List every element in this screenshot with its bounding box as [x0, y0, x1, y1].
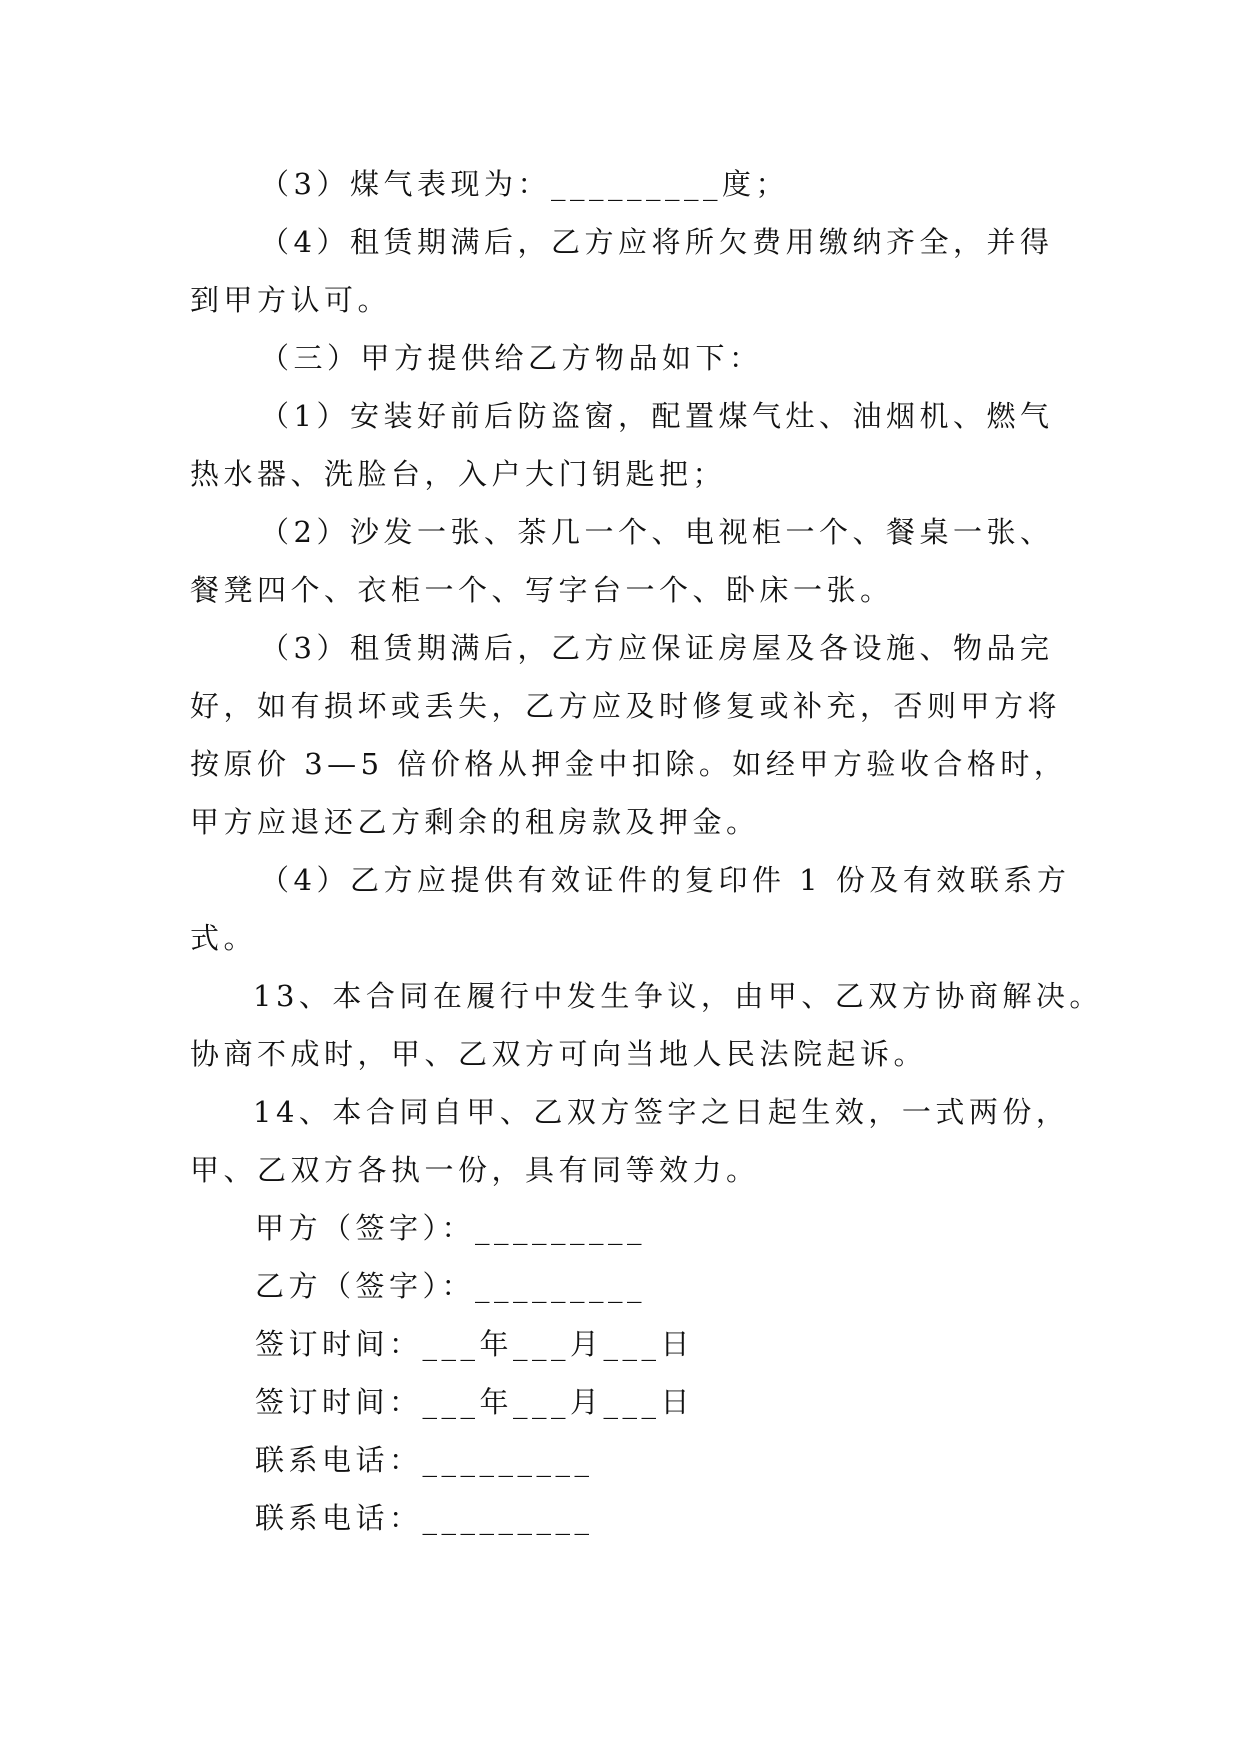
contact-phone-a: 联系电话：_________ — [255, 1443, 594, 1477]
clause-3-gas-meter: （3）煤气表现为：_________度； — [260, 167, 789, 201]
clause-14-line-2: 甲、乙双方各执一份，具有同等效力。 — [190, 1153, 760, 1187]
section-3-heading: （三）甲方提供给乙方物品如下： — [260, 341, 763, 375]
item-2-line-2: 餐凳四个、衣柜一个、写字台一个、卧床一张。 — [190, 573, 894, 607]
clause-4-line-2: 到甲方认可。 — [190, 283, 392, 317]
item-2-line-1: （2）沙发一张、茶几一个、电视柜一个、餐桌一张、 — [260, 515, 1054, 549]
signing-date-a: 签订时间：___年___月___日 — [255, 1327, 695, 1361]
item-3-line-2: 好，如有损坏或丢失，乙方应及时修复或补充，否则甲方将 — [190, 689, 1062, 723]
clause-14-line-1: 14、本合同自甲、乙双方签字之日起生效，一式两份， — [253, 1095, 1070, 1129]
item-1-line-2: 热水器、洗脸台，入户大门钥匙把； — [190, 457, 727, 491]
clause-4-line-1: （4）租赁期满后，乙方应将所欠费用缴纳齐全，并得 — [260, 225, 1054, 259]
clause-13-line-1: 13、本合同在履行中发生争议，由甲、乙双方协商解决。 — [253, 979, 1103, 1013]
item-4-line-1: （4）乙方应提供有效证件的复印件 1 份及有效联系方 — [260, 863, 1071, 897]
signing-date-b: 签订时间：___年___月___日 — [255, 1385, 695, 1419]
item-3-line-1: （3）租赁期满后，乙方应保证房屋及各设施、物品完 — [260, 631, 1054, 665]
party-a-signature: 甲方（签字）：_________ — [255, 1211, 647, 1245]
item-3-line-4: 甲方应退还乙方剩余的租房款及押金。 — [190, 805, 760, 839]
item-1-line-1: （1）安装好前后防盗窗，配置煤气灶、油烟机、燃气 — [260, 399, 1054, 433]
contact-phone-b: 联系电话：_________ — [255, 1501, 594, 1535]
item-3-line-3: 按原价 3—5 倍价格从押金中扣除。如经甲方验收合格时， — [190, 747, 1068, 781]
item-4-line-2: 式。 — [190, 921, 258, 955]
clause-13-line-2: 协商不成时，甲、乙双方可向当地人民法院起诉。 — [190, 1037, 928, 1071]
party-b-signature: 乙方（签字）：_________ — [255, 1269, 647, 1303]
